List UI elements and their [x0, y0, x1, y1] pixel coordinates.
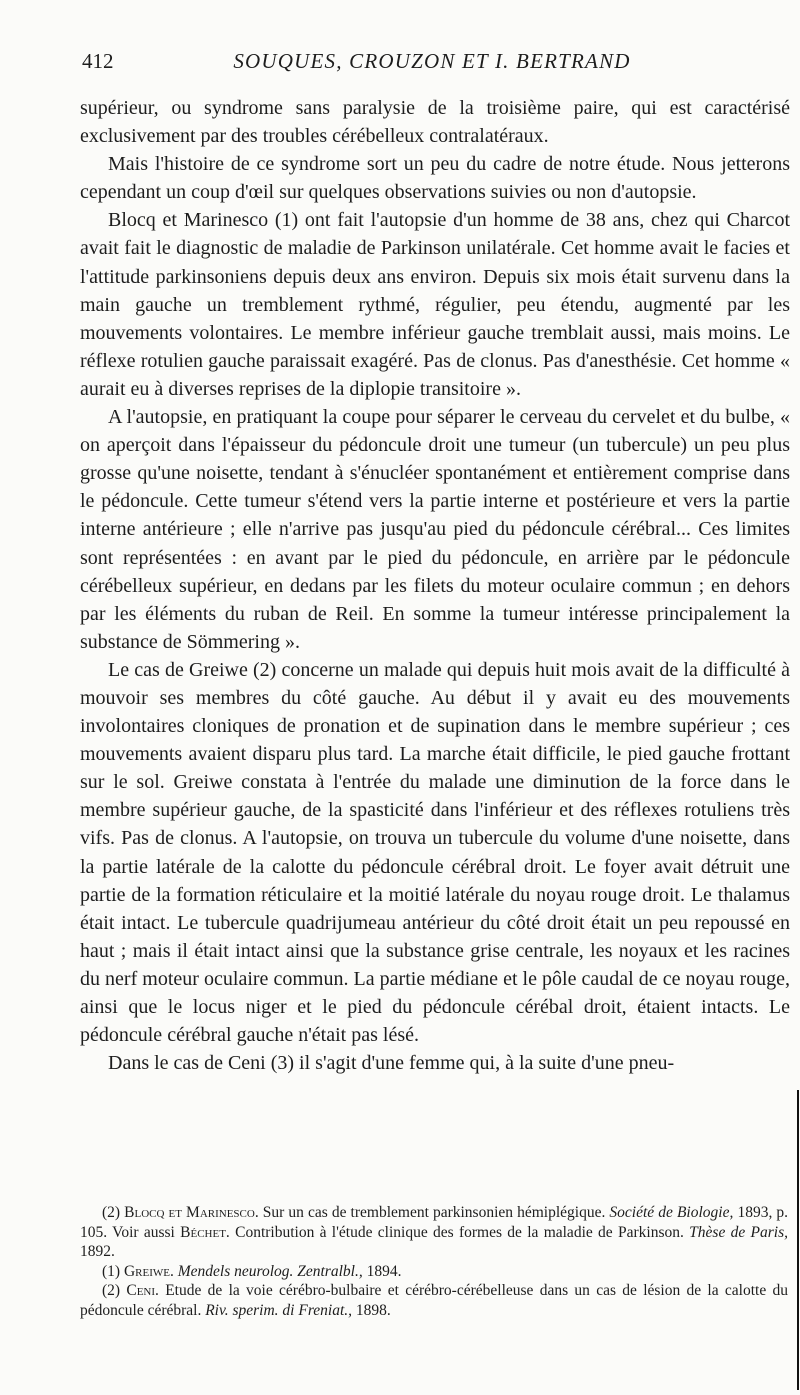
footnote-author: Blocq et Marinesco. — [124, 1204, 259, 1221]
paragraph: Mais l'histoire de ce syndrome sort un peu du cadre de notre étude. Nous jetterons cependant un coup d'œil sur quelques observations suivies ou non d'autopsie. — [80, 153, 790, 204]
footnote-source: Mendels neurolog. Zentralbl., — [177, 1262, 363, 1280]
scan-edge-line — [797, 1090, 799, 1390]
footnote-number: (1) — [102, 1262, 121, 1280]
running-head: SOUQUES, CROUZON ET I. BERTRAND — [233, 49, 631, 73]
footnote-source: Thèse de Paris, — [689, 1223, 789, 1241]
footnote-author: Ceni. — [126, 1282, 159, 1300]
footnote-author: Béchet. — [180, 1223, 230, 1241]
footnote-year: 1894. — [366, 1262, 402, 1280]
footnote-text: Sur un cas de tremblement parkinsonien hémiplégique. — [262, 1204, 606, 1221]
paragraph: supérieur, ou syndrome sans paralysie de la troisième paire, qui est caractérisé exclusivement par des troubles cérébelleux contralatéraux. — [80, 97, 790, 148]
paragraph: Dans le cas de Ceni (3) il s'agit d'une femme qui, à la suite d'une pneu- — [108, 1052, 675, 1075]
footnote-author: Greiwe. — [123, 1262, 174, 1280]
footnote — [80, 1262, 788, 1282]
footnote-source: Riv. sperim. di Freniat., — [205, 1301, 353, 1319]
footnote-text: Contribution à l'étude clinique des formes de la maladie de Parkinson. — [235, 1223, 684, 1241]
footnote-number: (2) — [102, 1282, 121, 1300]
footnote-year: 1892. — [80, 1243, 115, 1261]
footnotes — [80, 1203, 788, 1321]
page-header — [82, 46, 782, 76]
footnote-number: (2) — [102, 1204, 121, 1221]
footnote — [80, 1203, 788, 1262]
paragraph: Le cas de Greiwe (2) concerne un malade qui depuis huit mois avait de la difficulté à mouvoir ses membres du côté gauche. Au début il y avait eu des mouvements involontaires cloniques de pronation et de supination dans le membre supérieur ; ces mouvements avaient disparu plus tard. La marche était difficile, le pied gauche frottant sur le sol. Greiwe constata à l'entrée du malade une diminution de la force dans le membre supérieur gauche, de la spasticité dans l'inférieur et des réflexes rotuliens très vifs. Pas de clonus. A l'autopsie, on trouva un tubercule du volume d'une noisette, dans la partie latérale de la calotte du pédoncule cérébral droit. Le foyer avait détruit une partie de la formation réticulaire et la moitié latérale du noyau rouge droit. Le thalamus était intact. Le tubercule quadrijumeau antérieur du côté droit était un peu repoussé en haut ; mais il était intact ainsi que la substance grise centrale, les noyaux et les racines du nerf moteur oculaire commun. La partie médiane et le pôle caudal de ce noyau rouge, ainsi que le locus niger et le pied du pédoncule cérébal droit, étaient intacts. Le pédoncule cérébral gauche n'était pas lésé. — [80, 658, 790, 1047]
footnote-year: 1898. — [355, 1301, 391, 1319]
footnote-text: Etude de la voie cérébro-bulbaire et cérébro-cérébelleuse dans un cas de lésion de la calotte du pédoncule cérébral. — [80, 1282, 788, 1319]
footnote-source: Société de Biologie, — [609, 1204, 734, 1221]
page-number: 412 — [82, 49, 114, 73]
body-text — [80, 94, 790, 1077]
footnote-text: 1893, p. 105. Voir aussi — [80, 1204, 789, 1241]
paragraph: A l'autopsie, en pratiquant la coupe pour séparer le cerveau du cervelet et du bulbe, « on aperçoit dans l'épaisseur du pédoncule droit une tumeur (un tubercule) un peu plus grosse qu'une noisette, tendant à s'énucléer spontanément et entièrement comprise dans le pédoncule. Cette tumeur s'étend vers la partie interne et postérieure et vers la partie interne antérieure ; elle n'arrive pas jusqu'au pied du pédoncule cérébral... Ces limites sont représentées : en avant par le pied du pédoncule, en arrière par le pédoncule cérébelleux supérieur, en dedans par les filets du moteur oculaire commun ; en dehors par les éléments du ruban de Reil. En somme la tumeur intéresse principalement la substance de Sömmering ». — [80, 406, 790, 653]
footnote — [80, 1281, 788, 1320]
paragraph: Blocq et Marinesco (1) ont fait l'autopsie d'un homme de 38 ans, chez qui Charcot avait fait le diagnostic de maladie de Parkinson unilatérale. Cet homme avait le facies et l'attitude parkinsoniens depuis deux ans environ. Depuis six mois était survenu dans la main gauche un tremblement rythmé, régulier, peu étendu, augmenté par les mouvements volontaires. Le membre inférieur gauche tremblait aussi, mais moins. Le réflexe rotulien gauche paraissait exagéré. Pas de clonus. Pas d'anesthésie. Cet homme « aurait eu à diverses reprises de la diplopie transitoire ». — [80, 209, 790, 400]
